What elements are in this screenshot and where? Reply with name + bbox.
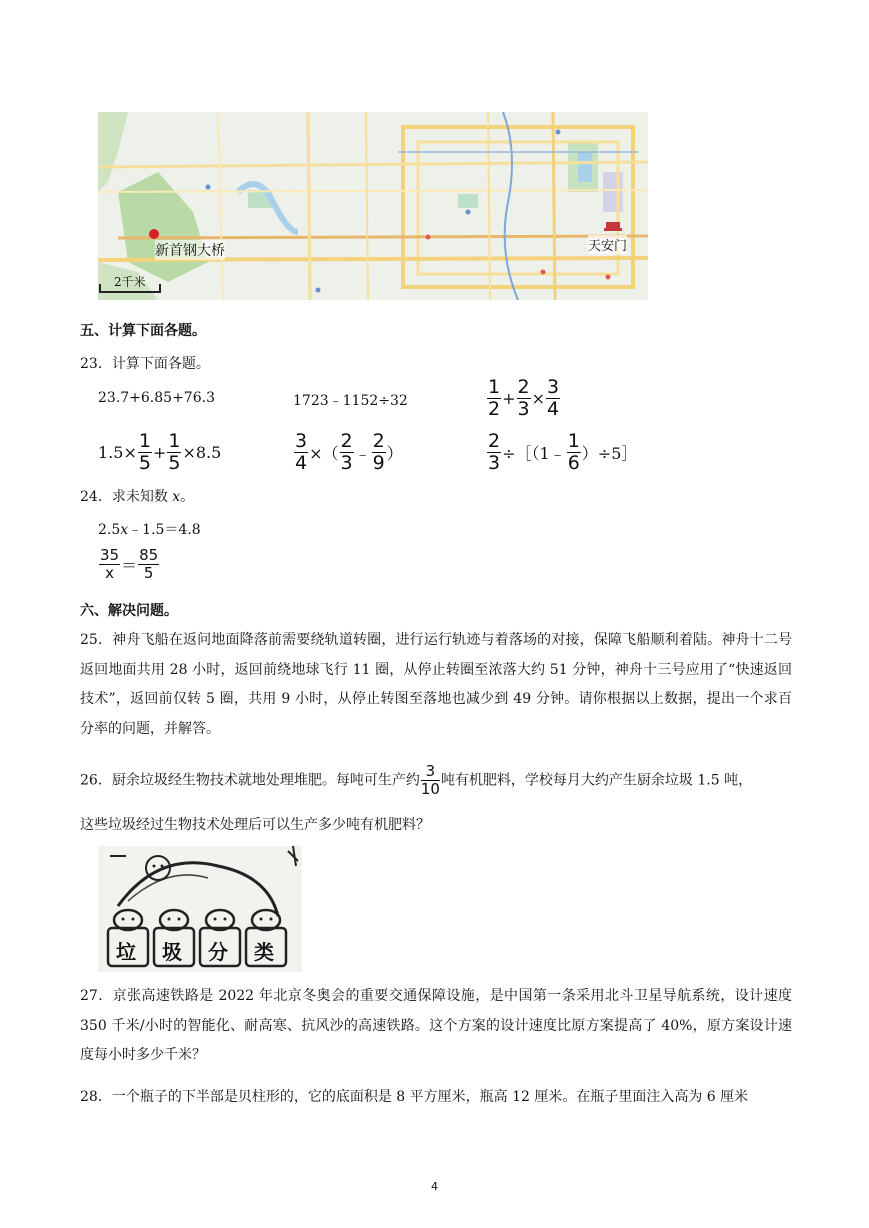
question-25: 25．神舟飞船在返问地面降落前需要绕轨道转圈，进行运行轨迹与着落场的对接，保障飞船顺利着陆。神舟十二号返回地面共用 28 小时，返回前绕地球飞行 11 圈，从停止转圈至浓落大约 51 分钟，神舟十三号应用了“快速返回技术”，返回前仅转 5 圈，共用 9 小时，从停止转图至落地也减少到 49 分钟。请你根据以上数据，提出一个求百分率的问题，并解答。	[80, 632, 792, 737]
question-24-title: 24．求未知数 x。	[80, 489, 195, 505]
fraction: $\frac{1}{6}$	[567, 430, 580, 474]
fraction: $\frac{2}{9}$	[372, 430, 385, 474]
question-26-line-1: 26．厨余垃圾经生物技术就地处理堆肥。每吨可生产约 $\frac{3}{10}$ 吨有机肥料，学校每月大约产生厨余垃圾 1.5 吨，	[80, 762, 753, 798]
question-23-title: 23．计算下面各题。	[80, 356, 210, 372]
q24-equation-1: 2.5x﹣1.5＝4.8	[98, 522, 201, 538]
page-number: 4	[431, 1180, 438, 1193]
q23-expr-6: $\frac{2}{3}$ ÷［（1﹣ $\frac{1}{6}$ ）÷5］	[488, 430, 638, 474]
sign-char: 垃	[116, 940, 136, 964]
fraction: $\frac{1}{5}$	[138, 430, 151, 474]
garbage-sorting-drawing	[98, 846, 302, 972]
q23-expr-4: 1.5× $\frac{1}{5}$ + $\frac{1}{5}$ ×8.5	[98, 430, 222, 474]
map-label-tiananmen: 天安门	[588, 235, 627, 254]
question-27: 27．京张高速铁路是 2022 年北京冬奥会的重要交通保障设施，是中国第一条采用北斗卫星导航系统，设计速度 350 千米/小时的智能化、耐高寒、抗风沙的高速铁路。这个方案的设计速度比原方案提高了 40%，原方案设计速度每小时多少千米？	[80, 988, 792, 1063]
fraction: $\frac{2}{3}$	[488, 430, 501, 474]
fraction: $\frac{2}{3}$	[517, 376, 530, 420]
sign-char: 圾	[162, 940, 182, 964]
q24-equation-2: $\frac{35}{x}$ ＝ $\frac{85}{5}$	[100, 546, 159, 582]
fraction: $\frac{1}{2}$	[488, 376, 501, 420]
fraction: $\frac{1}{5}$	[168, 430, 181, 474]
section-5-title: 五、计算下面各题。	[80, 323, 206, 339]
q23-expr-2: 1723﹣1152÷32	[293, 393, 408, 409]
fraction: $\frac{3}{4}$	[547, 376, 560, 420]
section-6-title: 六、解决问题。	[80, 603, 178, 619]
fraction: $\frac{3}{10}$	[420, 762, 440, 798]
sign-char: 类	[254, 940, 274, 964]
map-scale-label: 2千米	[114, 275, 146, 289]
map-drawing	[98, 112, 648, 300]
q23-expr-1: 23.7+6.85+76.3	[98, 390, 215, 406]
fraction: $\frac{85}{5}$	[139, 546, 159, 582]
map-label-bridge: 新首钢大桥	[155, 240, 225, 260]
fraction: $\frac{35}{x}$	[100, 546, 120, 582]
question-26-line-2: 这些垃圾经过生物技术处理后可以生产多少吨有机肥料？	[80, 817, 430, 833]
sign-char: 分	[208, 940, 228, 964]
q23-expr-3: $\frac{1}{2}$ + $\frac{2}{3}$ × $\frac{3}{4}$	[488, 376, 560, 420]
question-28: 28．一个瓶子的下半部是贝柱形的，它的底面积是 8 平方厘米，瓶高 12 厘米。在瓶子里面注入高为 6 厘米	[80, 1089, 749, 1105]
fraction: $\frac{2}{3}$	[340, 430, 353, 474]
beijing-map-image	[98, 112, 648, 300]
fraction: $\frac{3}{4}$	[295, 430, 308, 474]
q23-expr-5: $\frac{3}{4}$ ×（ $\frac{2}{3}$ ﹣ $\frac{2}{9}$ ）	[295, 430, 403, 474]
